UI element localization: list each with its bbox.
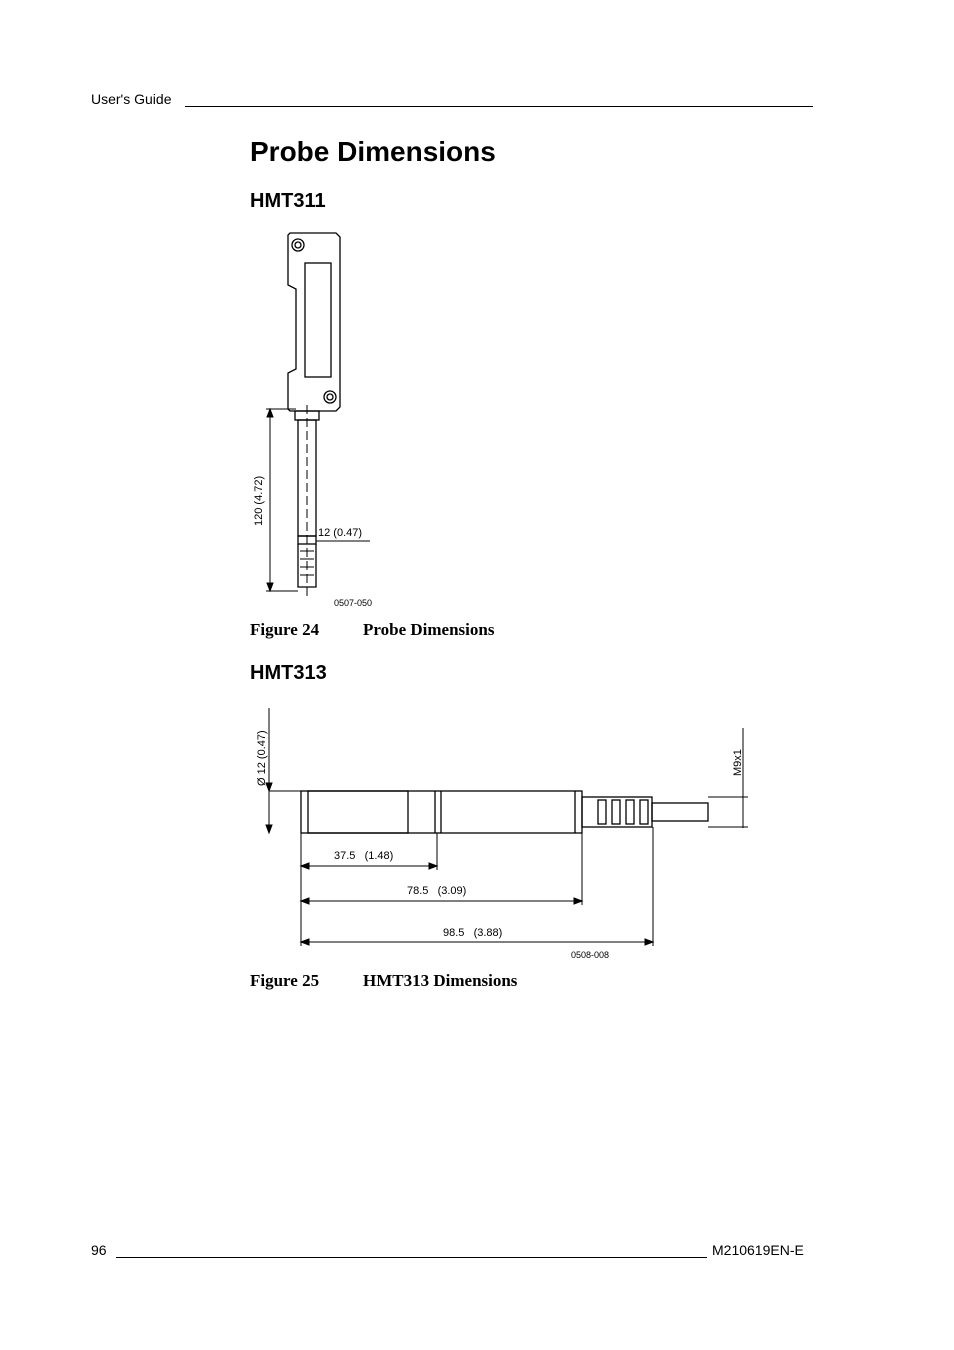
page-number: 96	[91, 1242, 107, 1258]
footer-rule	[116, 1257, 707, 1258]
document-code: M210619EN-E	[712, 1242, 804, 1258]
hmt313-diameter-label	[250, 718, 272, 790]
hmt313-diameter-text: Ø 12 (0.47)	[256, 730, 268, 786]
figure24-caption	[250, 620, 494, 640]
hmt311-drawing-code: 0507-050	[334, 598, 373, 608]
header-title: User's Guide	[91, 91, 172, 107]
figure24-number: Figure 24	[250, 620, 320, 639]
page-title: Probe Dimensions	[250, 136, 496, 167]
hmt313-dim-78: 78.5 (3.09)	[407, 885, 467, 897]
figure24-title: Probe Dimensions	[363, 620, 495, 639]
hmt313-thread-text: M9x1	[732, 749, 744, 776]
figure25-number: Figure 25	[250, 971, 320, 990]
hmt313-heading: HMT313	[250, 662, 327, 684]
hmt313-drawing-code: 0508-008	[571, 950, 610, 960]
hmt311-diameter-label: 12 (0.47)	[318, 527, 363, 539]
hmt311-drawing	[240, 225, 400, 615]
figure25-title: HMT313 Dimensions	[363, 971, 518, 990]
hmt313-drawing	[250, 700, 760, 950]
hmt313-dim-98: 98.5 (3.88)	[443, 927, 503, 939]
figure25-caption	[250, 971, 517, 991]
hmt313-thread-label	[728, 744, 748, 780]
hmt311-heading: HMT311	[250, 190, 326, 212]
hmt311-length-text: 120 (4.72)	[253, 475, 265, 526]
header-rule	[185, 106, 813, 107]
hmt313-dim-37: 37.5 (1.48)	[334, 850, 394, 862]
hmt311-length-label	[246, 460, 270, 530]
